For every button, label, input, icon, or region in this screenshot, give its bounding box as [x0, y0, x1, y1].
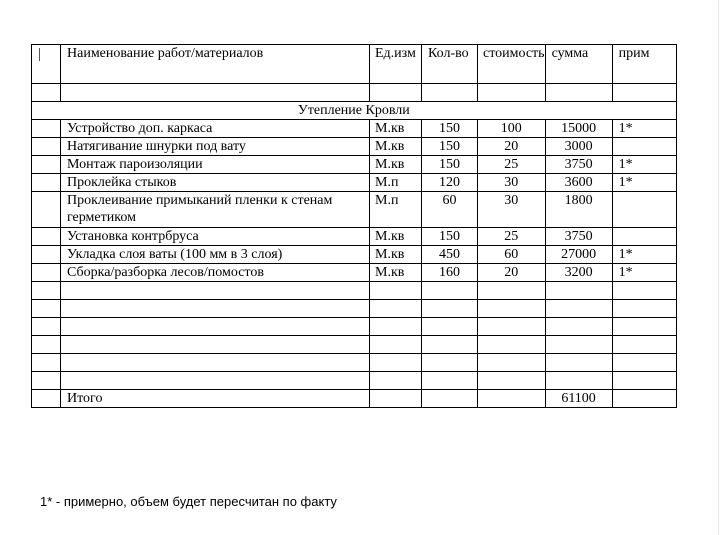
qty-cell[interactable]: 150	[422, 228, 478, 246]
price-cell[interactable]: 25	[478, 228, 546, 246]
unit-cell[interactable]: М.кв	[370, 246, 422, 264]
empty-row	[32, 354, 677, 372]
empty-cell[interactable]	[612, 336, 676, 354]
empty-cell[interactable]	[478, 372, 546, 390]
empty-row	[32, 318, 677, 336]
qty-cell[interactable]: 60	[422, 192, 478, 228]
empty-cell[interactable]	[32, 354, 61, 372]
unit-cell[interactable]: М.кв	[370, 120, 422, 138]
work-name-cell[interactable]: Укладка слоя ваты (100 мм в 3 слоя)	[61, 246, 370, 264]
qty-cell[interactable]: 120	[422, 174, 478, 192]
empty-cell[interactable]	[422, 372, 478, 390]
price-cell[interactable]: 30	[478, 192, 546, 228]
table-row	[32, 156, 677, 174]
empty-cell[interactable]	[32, 336, 61, 354]
qty-cell[interactable]: 150	[422, 120, 478, 138]
note-header[interactable]: прим	[612, 45, 676, 84]
empty-cell[interactable]	[612, 282, 676, 300]
sum-cell[interactable]: 3750	[545, 156, 612, 174]
empty-cell[interactable]	[61, 300, 370, 318]
empty-row	[32, 84, 677, 102]
sum-cell[interactable]: 3200	[545, 264, 612, 282]
note-cell[interactable]: 1*	[612, 174, 676, 192]
empty-cell[interactable]	[478, 300, 546, 318]
empty-cell[interactable]	[422, 84, 478, 102]
empty-cell[interactable]	[32, 390, 61, 408]
empty-cell[interactable]	[545, 282, 612, 300]
sum-header[interactable]: сумма	[545, 45, 612, 84]
empty-cell[interactable]	[370, 300, 422, 318]
work-name-cell[interactable]: Проклейка стыков	[61, 174, 370, 192]
index-cell[interactable]	[32, 120, 61, 138]
note-cell[interactable]	[612, 192, 676, 228]
unit-cell[interactable]: М.кв	[370, 138, 422, 156]
empty-cell[interactable]	[612, 84, 676, 102]
empty-cell[interactable]	[422, 300, 478, 318]
empty-cell[interactable]	[32, 318, 61, 336]
work-name-cell[interactable]: Натягивание шнурки под вату	[61, 138, 370, 156]
empty-cell[interactable]	[32, 372, 61, 390]
note-cell[interactable]	[612, 228, 676, 246]
unit-cell[interactable]: М.кв	[370, 264, 422, 282]
empty-cell[interactable]	[478, 354, 546, 372]
note-cell[interactable]	[612, 138, 676, 156]
empty-cell[interactable]	[545, 318, 612, 336]
note-cell[interactable]: 1*	[612, 156, 676, 174]
empty-cell[interactable]	[612, 300, 676, 318]
qty-header[interactable]: Кол-во	[422, 45, 478, 84]
unit-cell[interactable]: М.п	[370, 192, 422, 228]
empty-cell[interactable]	[32, 300, 61, 318]
table-row	[32, 192, 677, 228]
price-cell[interactable]: 60	[478, 246, 546, 264]
table-row	[32, 228, 677, 246]
name-header[interactable]: Наименование работ/материалов	[61, 45, 370, 84]
table-row	[32, 174, 677, 192]
empty-cell[interactable]	[61, 84, 370, 102]
index-cell[interactable]	[32, 246, 61, 264]
index-cell[interactable]	[32, 156, 61, 174]
empty-cell[interactable]	[478, 318, 546, 336]
empty-cell[interactable]	[370, 336, 422, 354]
empty-cell[interactable]	[478, 336, 546, 354]
index-cell[interactable]	[32, 138, 61, 156]
empty-cell[interactable]	[545, 336, 612, 354]
qty-cell[interactable]: 450	[422, 246, 478, 264]
sum-cell[interactable]: 27000	[545, 246, 612, 264]
qty-cell[interactable]: 160	[422, 264, 478, 282]
empty-cell[interactable]	[370, 390, 422, 408]
qty-cell[interactable]: 150	[422, 138, 478, 156]
price-header[interactable]: стоимость	[478, 45, 546, 84]
unit-header[interactable]: Ед.изм	[370, 45, 422, 84]
section-title[interactable]: Утепление Кровли	[32, 102, 677, 120]
price-cell[interactable]: 100	[478, 120, 546, 138]
unit-cell[interactable]: М.кв	[370, 156, 422, 174]
empty-cell[interactable]	[32, 282, 61, 300]
empty-row	[32, 336, 677, 354]
sum-cell[interactable]: 1800	[545, 192, 612, 228]
price-cell[interactable]: 20	[478, 264, 546, 282]
empty-cell[interactable]	[612, 354, 676, 372]
empty-cell[interactable]	[370, 282, 422, 300]
footnote: 1* - примерно, объем будет пересчитан по факту	[40, 494, 337, 509]
empty-cell[interactable]	[422, 336, 478, 354]
index-cell[interactable]	[32, 192, 61, 228]
price-cell[interactable]: 20	[478, 138, 546, 156]
price-cell[interactable]: 30	[478, 174, 546, 192]
index-cell[interactable]	[32, 228, 61, 246]
empty-cell[interactable]	[370, 318, 422, 336]
note-cell[interactable]: 1*	[612, 246, 676, 264]
empty-cell[interactable]	[61, 354, 370, 372]
unit-cell[interactable]: М.кв	[370, 228, 422, 246]
work-name-cell[interactable]: Проклеивание примыканий пленки к стенам герметиком	[61, 192, 370, 228]
empty-cell[interactable]	[370, 372, 422, 390]
qty-cell[interactable]: 150	[422, 156, 478, 174]
empty-cell[interactable]	[545, 372, 612, 390]
index-cell[interactable]	[32, 264, 61, 282]
total-label[interactable]: Итого	[61, 390, 370, 408]
table-header-row	[32, 45, 677, 84]
empty-cell[interactable]	[370, 84, 422, 102]
table-row	[32, 120, 677, 138]
index-header-cell[interactable]	[32, 45, 61, 84]
sum-cell[interactable]: 3750	[545, 228, 612, 246]
index-cell[interactable]	[32, 174, 61, 192]
empty-cell[interactable]	[478, 390, 546, 408]
empty-cell[interactable]	[422, 354, 478, 372]
section-row	[32, 102, 677, 120]
empty-row	[32, 300, 677, 318]
work-name-cell[interactable]: Устройство доп. каркаса	[61, 120, 370, 138]
work-name-cell[interactable]: Сборка/разборка лесов/помостов	[61, 264, 370, 282]
empty-row	[32, 282, 677, 300]
sum-cell[interactable]: 15000	[545, 120, 612, 138]
empty-cell[interactable]	[612, 318, 676, 336]
text-cursor	[39, 48, 40, 61]
table-row	[32, 264, 677, 282]
empty-cell[interactable]	[61, 372, 370, 390]
empty-cell[interactable]	[422, 318, 478, 336]
empty-cell[interactable]	[545, 300, 612, 318]
total-row	[32, 390, 677, 408]
empty-cell[interactable]	[61, 336, 370, 354]
price-cell[interactable]: 25	[478, 156, 546, 174]
sum-cell[interactable]: 3000	[545, 138, 612, 156]
work-name-cell[interactable]: Установка контрбруса	[61, 228, 370, 246]
empty-cell[interactable]	[545, 84, 612, 102]
empty-cell[interactable]	[478, 84, 546, 102]
empty-cell[interactable]	[422, 390, 478, 408]
empty-row	[32, 372, 677, 390]
empty-cell[interactable]	[61, 318, 370, 336]
empty-cell[interactable]	[61, 282, 370, 300]
empty-cell[interactable]	[32, 84, 61, 102]
table-row	[32, 246, 677, 264]
empty-cell[interactable]	[370, 354, 422, 372]
note-cell[interactable]: 1*	[612, 120, 676, 138]
sum-cell[interactable]: 3600	[545, 174, 612, 192]
table-row	[32, 138, 677, 156]
empty-cell[interactable]	[612, 372, 676, 390]
work-name-cell[interactable]: Монтаж пароизоляции	[61, 156, 370, 174]
total-sum[interactable]: 61100	[545, 390, 612, 408]
estimate-table	[31, 44, 677, 408]
empty-cell[interactable]	[478, 282, 546, 300]
empty-cell[interactable]	[545, 354, 612, 372]
note-cell[interactable]: 1*	[612, 264, 676, 282]
empty-cell[interactable]	[612, 390, 676, 408]
unit-cell[interactable]: М.п	[370, 174, 422, 192]
empty-cell[interactable]	[422, 282, 478, 300]
